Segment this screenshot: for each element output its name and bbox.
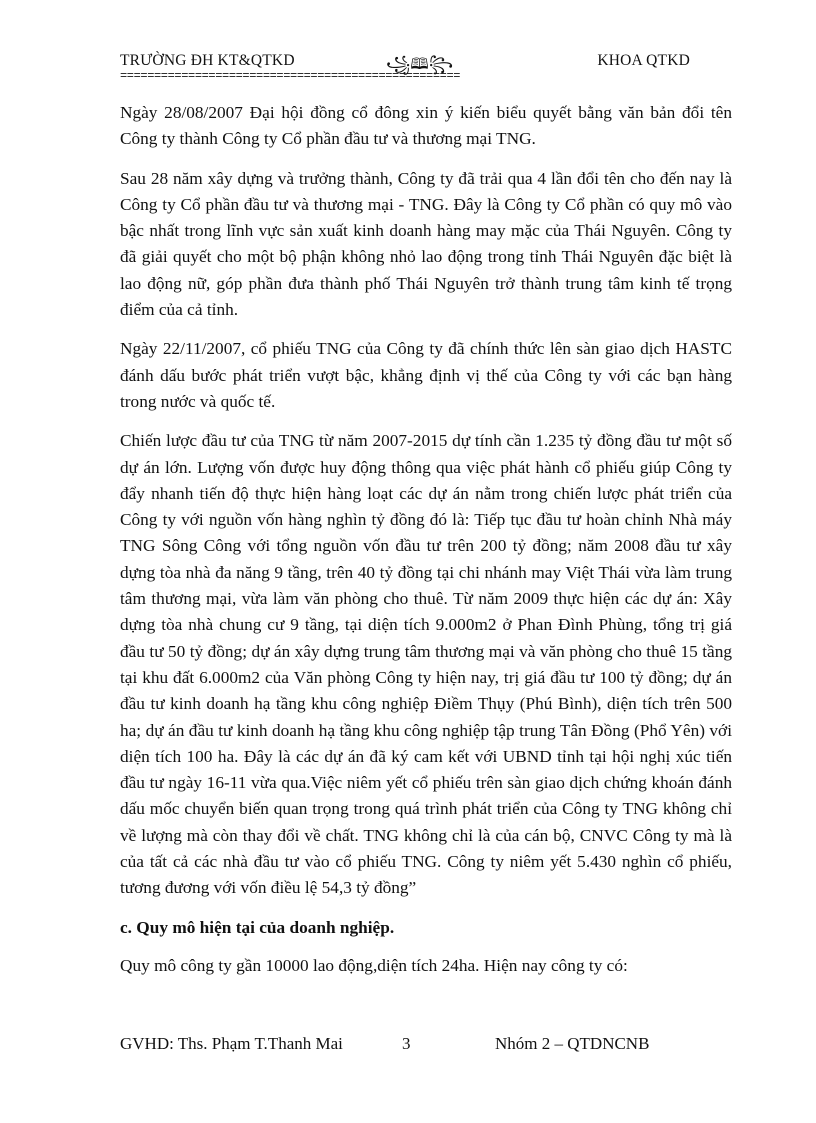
paragraph-company-history: Sau 28 năm xây dựng và trưởng thành, Công ty đã trải qua 4 lần đổi tên cho đến nay là Công ty Cổ phần đầu tư và thương mại - TNG. Đây là Công ty Cổ phần có quy mô vào bậc nhất trong lĩnh vực sản xuất kinh doanh hàng may mặc của Thái Nguyên. Công ty đã giải quyết cho một bộ phận không nhỏ lao động trong tỉnh Thái Nguyên đặc biệt là lao động nữ, góp phần đưa thành phố Thái Nguyên trở thành trung tâm kinh tế trọng điểm của cả tỉnh. [120,168,732,320]
header-divider: ================================================== [120,71,461,81]
footer-instructor: GVHD: Ths. Phạm T.Thanh Mai [120,1034,343,1053]
document-body [120,100,732,992]
paragraph-stock-listing: Ngày 22/11/2007, cổ phiếu TNG của Công ty đã chính thức lên sàn giao dịch HASTC đánh dấu bước phát triển vượt bậc, khẳng định vị thế của Công ty với các bạn hàng trong nước và quốc tế. [120,339,732,411]
paragraph-rename-2007: Ngày 28/08/2007 Đại hội đồng cổ đông xin ý kiến biểu quyết bằng văn bản đổi tên Công ty thành Công ty Cổ phần đầu tư và thương mại TNG. [120,103,732,149]
header-faculty-name: KHOA QTKD [597,52,690,69]
page-number: 3 [402,1034,411,1053]
book-ornament-icon: ꧁🕮꧂ [386,56,454,73]
paragraph-investment-strategy: Chiến lược đầu tư của TNG từ năm 2007-2015 dự tính cần 1.235 tỷ đồng đầu tư một số dự án lớn. Lượng vốn được huy động thông qua việc phát hành cổ phiếu giúp Công ty đẩy nhanh tiến độ thực hiện hàng loạt các dự án nằm trong chiến lược phát triển của Công ty với nguồn vốn hàng nghìn tỷ đồng đó là: Tiếp tục đầu tư hoàn chỉnh Nhà máy TNG Sông Công với tổng nguồn vốn đầu tư trên 200 tỷ đồng; năm 2008 đầu tư xây dựng tòa nhà đa năng 9 tầng, trên 40 tỷ đồng tại chi nhánh may Việt Thái vừa làm trung tâm thương mại, vừa làm văn phòng cho thuê. Từ năm 2009 thực hiện các dự án: Xây dựng tòa nhà chung cư 9 tầng, tại diện tích 9.000m2 ở Phan Đình Phùng, tổng trị giá đầu tư 50 tỷ đồng; dự án xây dựng trung tâm thương mại và văn phòng cho thuê 15 tầng tại khu đất 6.000m2 của Văn phòng Công ty hiện nay, trị giá đầu tư 100 tỷ đồng; dự án đầu tư kinh doanh hạ tầng khu công nghiệp Điềm Thụy (Phú Bình), diện tích trên 500 ha; dự án đầu tư kinh doanh hạ tầng khu công nghiệp tập trung Tân Đồng (Phổ Yên) với diện tích 100 ha. Đây là các dự án đã ký cam kết với UBND tỉnh tại hội nghị xúc tiến đầu tư ngày 16-11 vừa qua.Việc niêm yết cổ phiếu trên sàn giao dịch chứng khoán đánh dấu mốc chuyển biến quan trọng trong quá trình phát triển của Công ty TNG không chỉ về lượng mà còn thay đổi về chất. TNG không chỉ là của cán bộ, CNVC Công ty mà là của tất cả các nhà đầu tư vào cổ phiếu TNG. Công ty niêm yết 5.430 nghìn cổ phiếu, tương đương với vốn điều lệ 54,3 tỷ đồng” [120,431,732,898]
footer-group: Nhóm 2 – QTDNCNB [495,1034,650,1053]
header-school-name: TRƯỜNG ĐH KT&QTKD [120,52,295,69]
section-heading: c. Quy mô hiện tại của doanh nghiệp. [120,917,395,937]
section-paragraph: Quy mô công ty gần 10000 lao động,diện tích 24ha. Hiện nay công ty có: [120,955,628,975]
